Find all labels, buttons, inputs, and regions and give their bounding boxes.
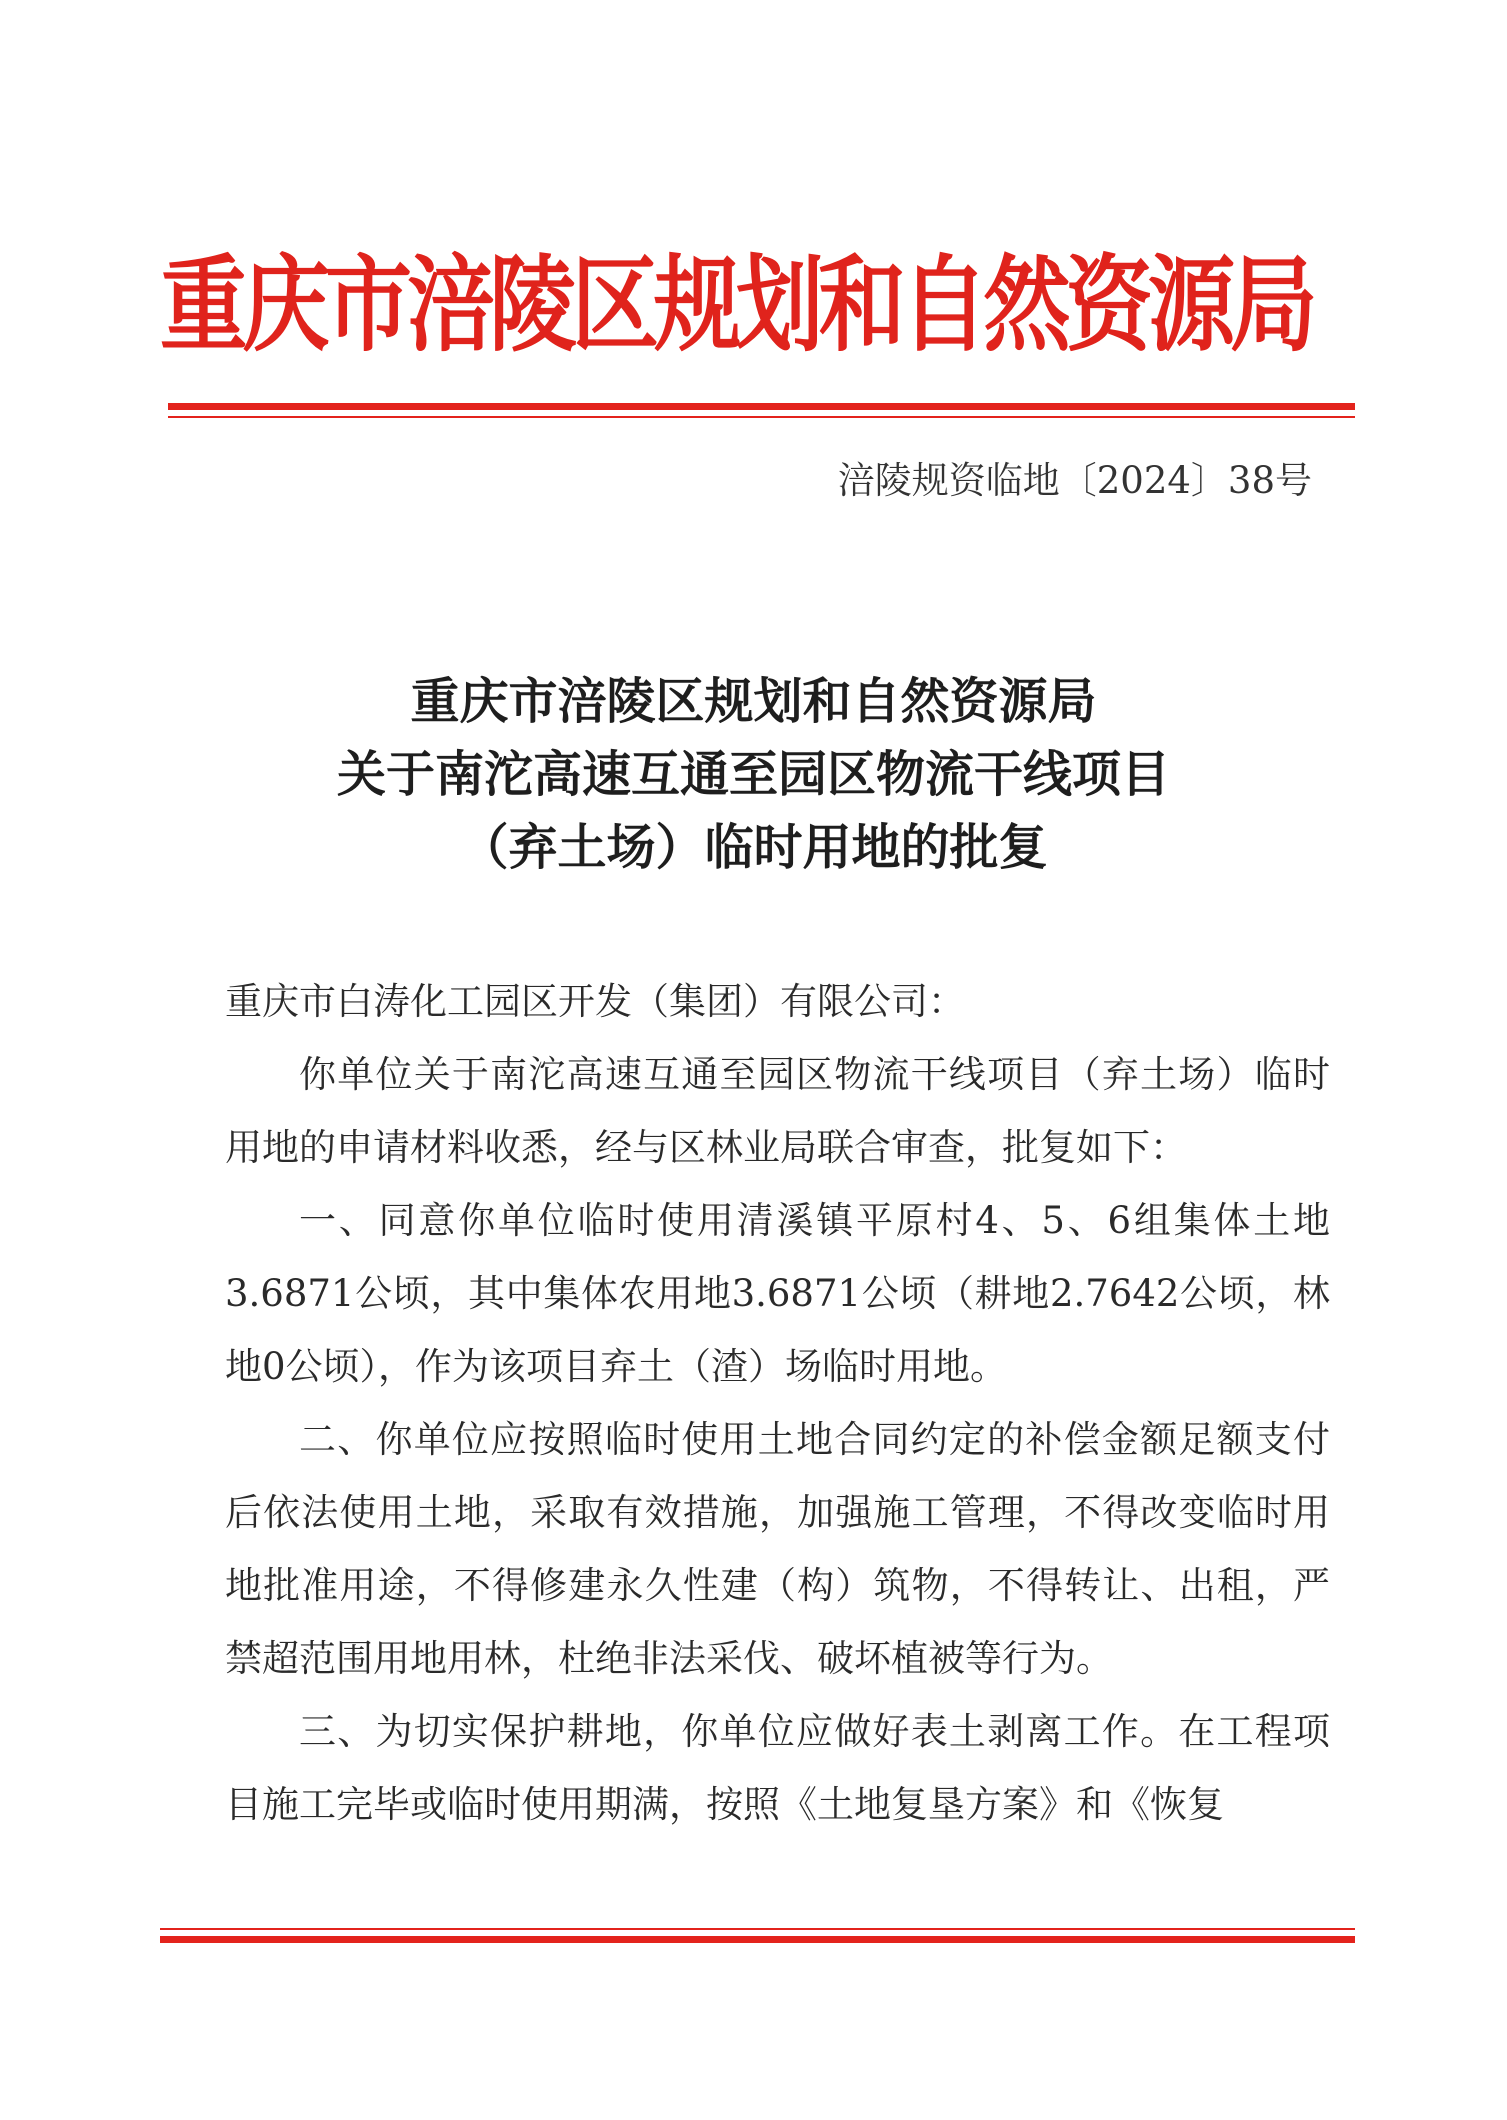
footer-rule-thick (160, 1936, 1355, 1943)
title-line-3: （弃土场）临时用地的批复 (459, 819, 1048, 876)
title-line-1: 重庆市涪陵区规划和自然资源局 (410, 673, 1097, 730)
letterhead-title: 重庆市涪陵区规划和自然资源局 (160, 244, 1313, 366)
paragraph-intro: 你单位关于南沱高速互通至园区物流干线项目（弃土场）临时用地的申请材料收悉，经与区林业局联合审查，批复如下： (225, 1053, 1330, 1169)
footer-rule-thin (160, 1928, 1355, 1930)
paragraph-item-1: 一、同意你单位临时使用清溪镇平原村4、5、6组集体土地3.6871公顷，其中集体农用地3.6871公顷（耕地2.7642公顷，林地0公顷），作为该项目弃土（渣）场临时用地。 (225, 1199, 1330, 1388)
document-title (0, 665, 1507, 884)
paragraph-item-3: 三、为切实保护耕地，你单位应做好表土剥离工作。在工程项目施工完毕或临时使用期满，按照《土地复垦方案》和《恢复 (225, 1710, 1330, 1826)
document-number: 涪陵规资临地〔2024〕38号 (837, 459, 1312, 502)
paragraph-item-2: 二、你单位应按照临时使用土地合同约定的补偿金额足额支付后依法使用土地，采取有效措施，加强施工管理，不得改变临时用地批准用途，不得修建永久性建（构）筑物，不得转让、出租，严禁超范围用地用林，杜绝非法采伐、破坏植被等行为。 (225, 1418, 1330, 1680)
document-body (225, 965, 1330, 1841)
letterhead-rule-thin (168, 416, 1355, 418)
letterhead-rule-thick (168, 403, 1355, 410)
addressee: 重庆市白涛化工园区开发（集团）有限公司： (225, 980, 965, 1023)
title-line-2: 关于南沱高速互通至园区物流干线项目 (336, 746, 1170, 803)
